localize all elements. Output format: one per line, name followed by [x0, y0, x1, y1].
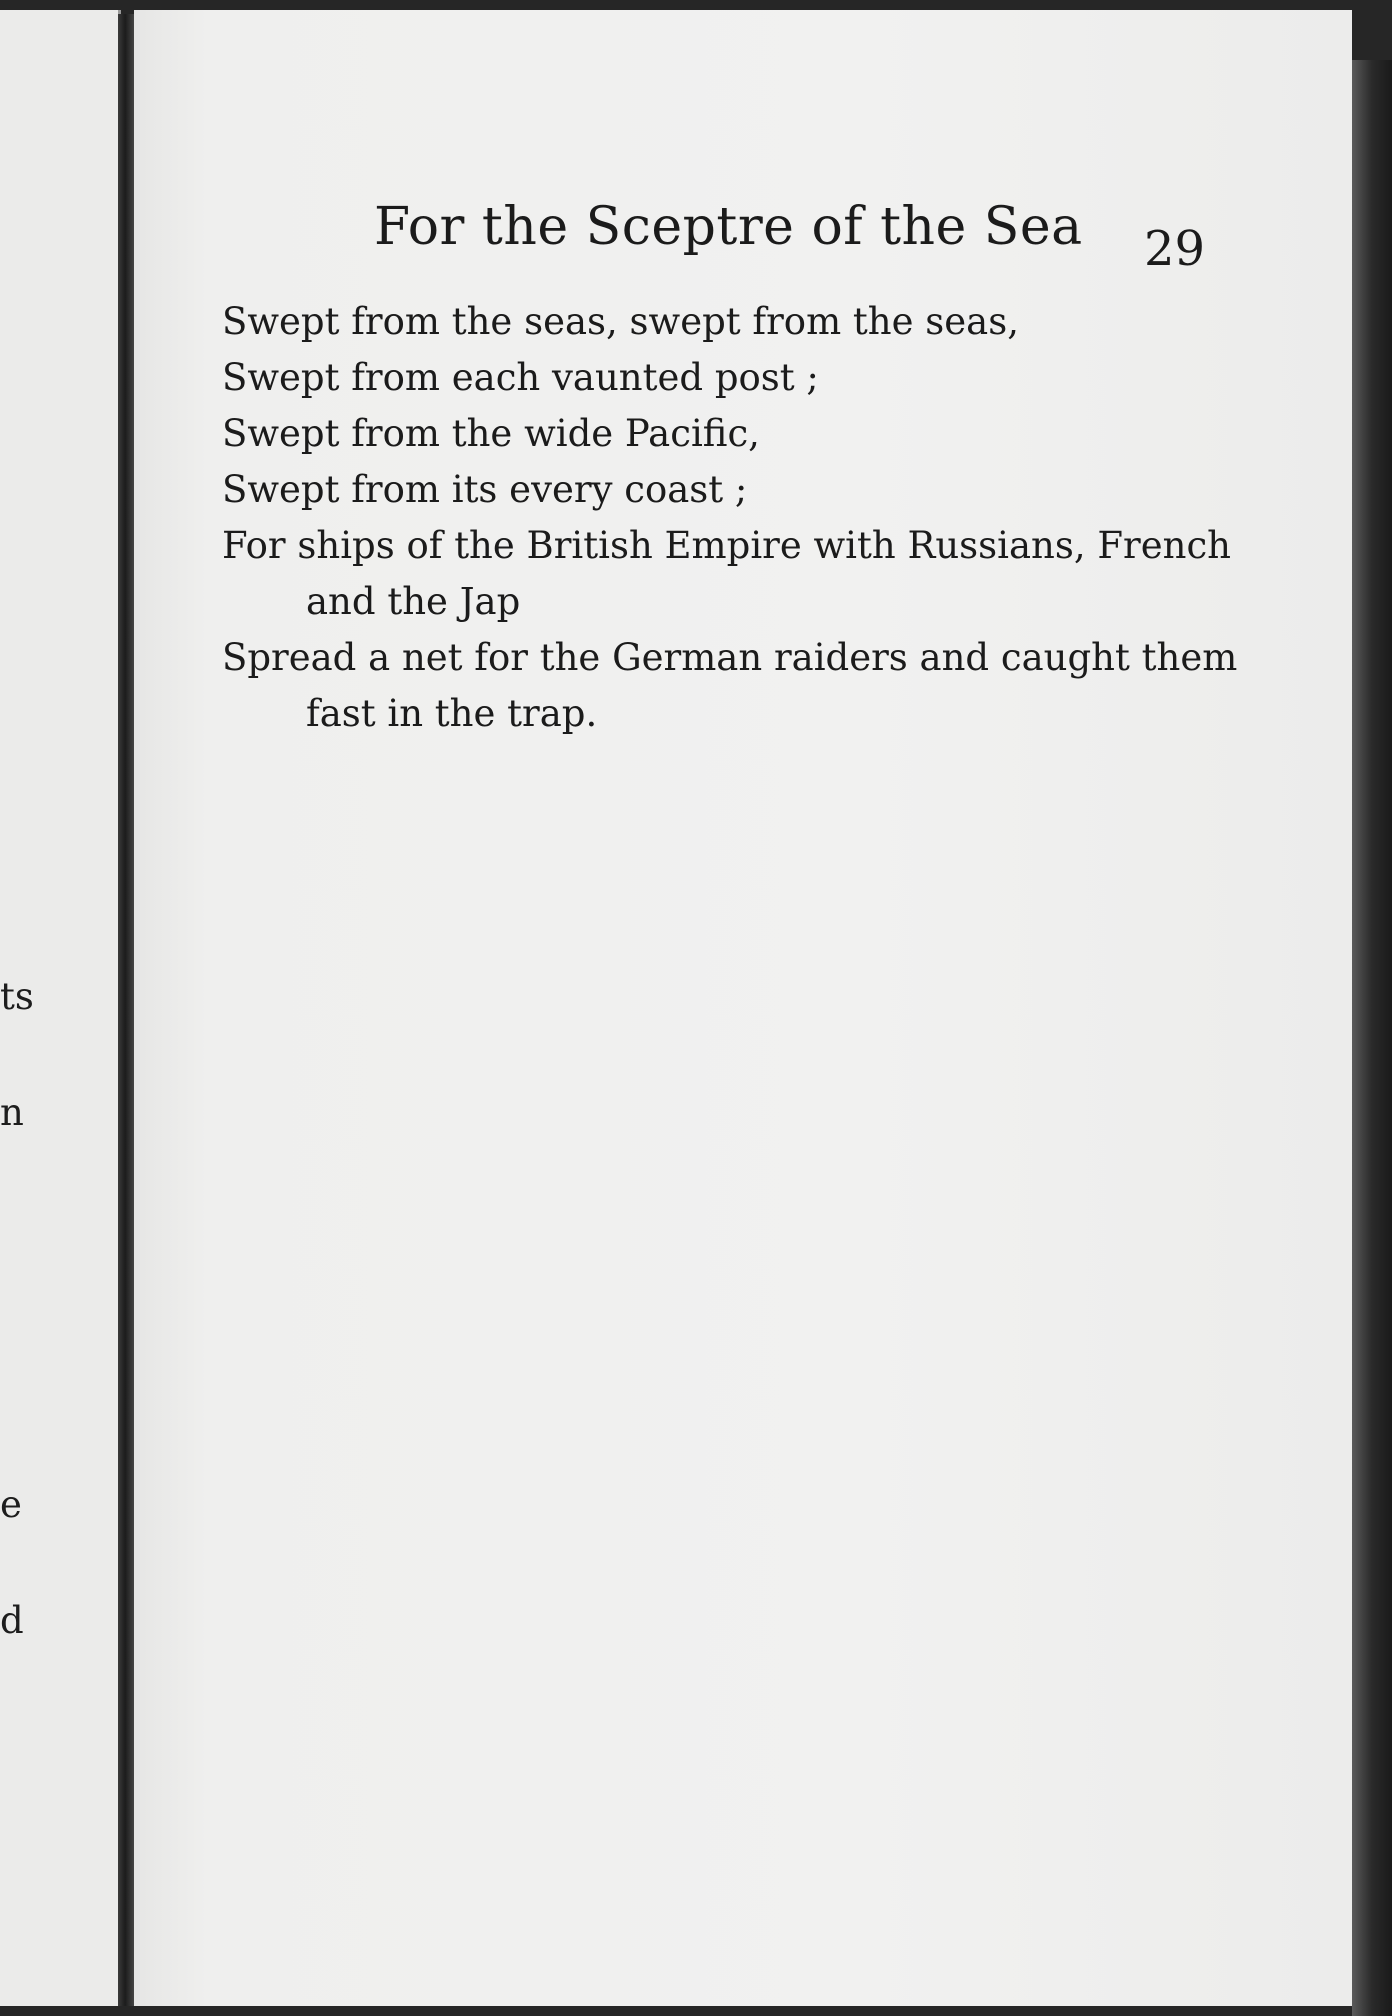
verse-line: Swept from its every coast ; [222, 468, 748, 511]
book-page [134, 10, 1352, 2006]
page-edge-shadow [1352, 60, 1392, 2016]
poem-stanza [222, 294, 1238, 742]
verse-line: For ships of the British Empire with Russians, French [222, 524, 1231, 567]
verse-line-continuation: and the Jap [306, 580, 521, 623]
running-head-title: For the Sceptre of the Sea [374, 197, 1083, 257]
facing-page-fragment: ts [0, 975, 34, 1018]
page-number: 29 [1144, 221, 1206, 277]
verse-line: Spread a net for the German raiders and caught them [222, 636, 1238, 679]
facing-page [0, 10, 121, 2006]
facing-page-fragment: n [0, 1091, 24, 1134]
facing-page-fragment: d [0, 1599, 24, 1642]
verse-line-continuation: fast in the trap. [306, 692, 598, 735]
verse-line: Swept from the wide Pacific, [222, 412, 760, 455]
book-gutter [118, 14, 134, 2006]
verse-line: Swept from the seas, swept from the seas, [222, 300, 1019, 343]
verse-line: Swept from each vaunted post ; [222, 356, 819, 399]
facing-page-fragment: e [0, 1483, 22, 1526]
